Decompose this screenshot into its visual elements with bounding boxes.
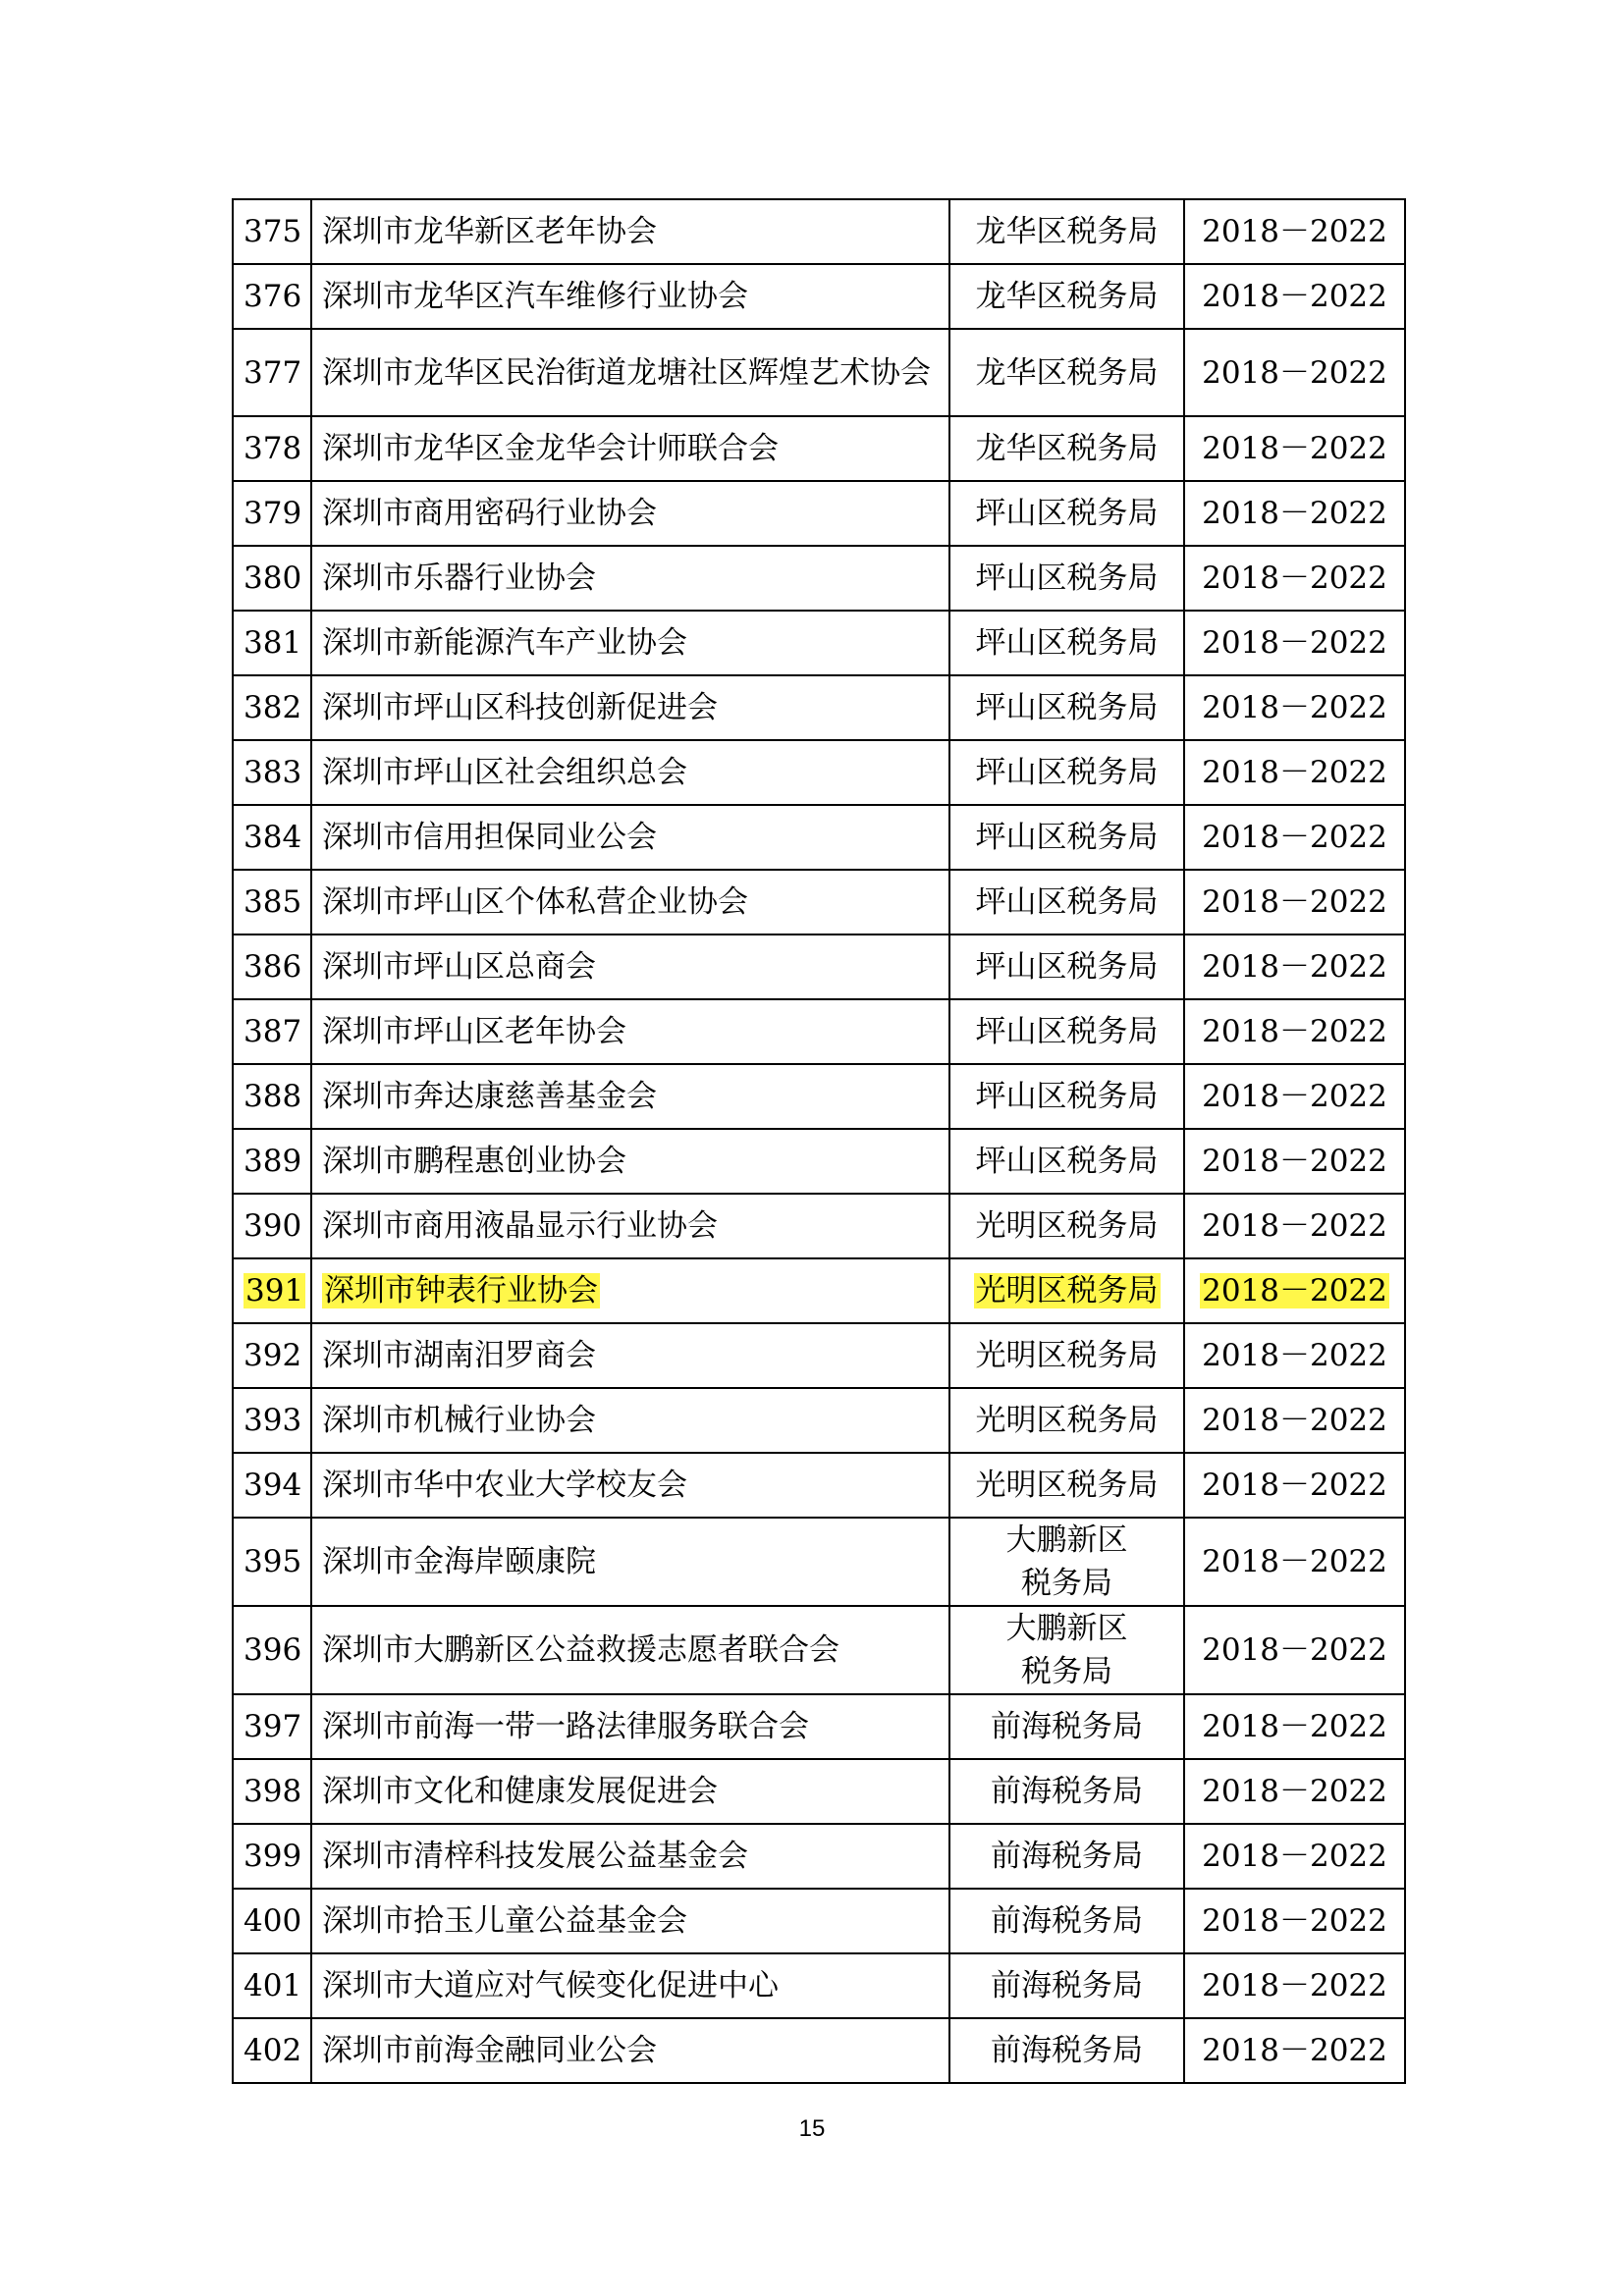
tax-authority: 龙华区税务局 [949, 416, 1184, 481]
tax-authority: 龙华区税务局 [949, 199, 1184, 264]
highlight-mark: 光明区税务局 [975, 1273, 1159, 1308]
tax-authority: 坪山区税务局 [949, 805, 1184, 870]
tax-authority-line-2: 税务局 [1021, 1654, 1112, 1689]
organization-name: 深圳市信用担保同业公会 [311, 805, 949, 870]
organization-name: 深圳市奔达康慈善基金会 [311, 1064, 949, 1129]
period: 2018－2022 [1184, 199, 1405, 264]
table-row [233, 329, 1405, 416]
tax-authority: 坪山区税务局 [949, 1129, 1184, 1194]
tax-authority: 坪山区税务局 [949, 1064, 1184, 1129]
table-row [233, 1953, 1405, 2018]
organization-name: 深圳市清梓科技发展公益基金会 [311, 1824, 949, 1889]
page-number: 15 [798, 2115, 826, 2142]
period: 2018－2022 [1184, 1194, 1405, 1258]
period: 2018－2022 [1184, 999, 1405, 1064]
organization-name: 深圳市拾玉儿童公益基金会 [311, 1889, 949, 1953]
period: 2018－2022 [1184, 264, 1405, 329]
table-row [233, 675, 1405, 740]
organization-name: 深圳市大鹏新区公益救援志愿者联合会 [311, 1606, 949, 1694]
period: 2018－2022 [1184, 1453, 1405, 1518]
table-row [233, 1518, 1405, 1606]
tax-authority: 前海税务局 [949, 1824, 1184, 1889]
organization-name: 深圳市湖南汨罗商会 [311, 1323, 949, 1388]
period: 2018－2022 [1184, 1824, 1405, 1889]
table-row [233, 805, 1405, 870]
row-number: 383 [233, 740, 311, 805]
organization-name: 深圳市大道应对气候变化促进中心 [311, 1953, 949, 2018]
row-number: 378 [233, 416, 311, 481]
row-number: 377 [233, 329, 311, 416]
table-row [233, 416, 1405, 481]
row-number: 384 [233, 805, 311, 870]
tax-authority: 光明区税务局 [949, 1194, 1184, 1258]
tax-authority: 前海税务局 [949, 1694, 1184, 1759]
period: 2018－2022 [1184, 1129, 1405, 1194]
tax-authority: 坪山区税务局 [949, 481, 1184, 546]
organization-name: 深圳市前海一带一路法律服务联合会 [311, 1694, 949, 1759]
tax-authority: 坪山区税务局 [949, 675, 1184, 740]
row-number: 379 [233, 481, 311, 546]
period: 2018－2022 [1184, 1323, 1405, 1388]
period: 2018－2022 [1184, 805, 1405, 870]
period: 2018－2022 [1184, 1606, 1405, 1694]
table-row [233, 546, 1405, 611]
period: 2018－2022 [1184, 2018, 1405, 2083]
row-number: 382 [233, 675, 311, 740]
tax-authority: 光明区税务局 [949, 1453, 1184, 1518]
row-number: 395 [233, 1518, 311, 1606]
table-row [233, 1323, 1405, 1388]
table-row [233, 870, 1405, 934]
period: 2018－2022 [1184, 1064, 1405, 1129]
table-row [233, 1606, 1405, 1694]
table-row [233, 1889, 1405, 1953]
tax-authority: 光明区税务局 [949, 1388, 1184, 1453]
highlight-mark: 391 [245, 1273, 304, 1308]
row-number: 387 [233, 999, 311, 1064]
highlight-mark: 深圳市钟表行业协会 [324, 1273, 598, 1308]
organization-name: 深圳市鹏程惠创业协会 [311, 1129, 949, 1194]
table-row [233, 999, 1405, 1064]
organization-table [232, 198, 1406, 2084]
row-number: 390 [233, 1194, 311, 1258]
table-row [233, 481, 1405, 546]
tax-authority: 坪山区税务局 [949, 546, 1184, 611]
period: 2018－2022 [1184, 329, 1405, 416]
organization-name: 深圳市坪山区老年协会 [311, 999, 949, 1064]
organization-name: 深圳市机械行业协会 [311, 1388, 949, 1453]
table-row [233, 2018, 1405, 2083]
row-number: 385 [233, 870, 311, 934]
period: 2018－2022 [1184, 481, 1405, 546]
row-number: 381 [233, 611, 311, 675]
row-number: 396 [233, 1606, 311, 1694]
table-row [233, 1759, 1405, 1824]
table-row [233, 1694, 1405, 1759]
tax-authority [949, 1606, 1184, 1694]
row-number: 386 [233, 934, 311, 999]
highlighted-table-row [233, 1258, 1405, 1323]
tax-authority: 坪山区税务局 [949, 740, 1184, 805]
organization-name: 深圳市龙华区民治街道龙塘社区辉煌艺术协会 [311, 329, 949, 416]
organization-name: 深圳市坪山区个体私营企业协会 [311, 870, 949, 934]
tax-authority: 前海税务局 [949, 1889, 1184, 1953]
tax-authority: 前海税务局 [949, 1759, 1184, 1824]
row-number: 398 [233, 1759, 311, 1824]
table-row [233, 1064, 1405, 1129]
period: 2018－2022 [1184, 416, 1405, 481]
row-number: 399 [233, 1824, 311, 1889]
table-row [233, 199, 1405, 264]
row-number: 401 [233, 1953, 311, 2018]
table-row [233, 1194, 1405, 1258]
tax-authority [949, 1258, 1184, 1323]
organization-name: 深圳市新能源汽车产业协会 [311, 611, 949, 675]
tax-authority: 坪山区税务局 [949, 611, 1184, 675]
tax-authority-line-1: 大鹏新区 [1005, 1611, 1128, 1646]
period: 2018－2022 [1184, 1889, 1405, 1953]
period: 2018－2022 [1184, 870, 1405, 934]
tax-authority-line-1: 大鹏新区 [1005, 1522, 1128, 1558]
table-row [233, 1388, 1405, 1453]
tax-authority: 龙华区税务局 [949, 329, 1184, 416]
row-number: 400 [233, 1889, 311, 1953]
period: 2018－2022 [1184, 740, 1405, 805]
tax-authority [949, 1518, 1184, 1606]
period: 2018－2022 [1184, 1388, 1405, 1453]
period: 2018－2022 [1184, 546, 1405, 611]
organization-name: 深圳市文化和健康发展促进会 [311, 1759, 949, 1824]
tax-authority: 坪山区税务局 [949, 934, 1184, 999]
organization-name: 深圳市前海金融同业公会 [311, 2018, 949, 2083]
row-number [233, 1258, 311, 1323]
organization-name: 深圳市华中农业大学校友会 [311, 1453, 949, 1518]
tax-authority: 光明区税务局 [949, 1323, 1184, 1388]
organization-name: 深圳市商用液晶显示行业协会 [311, 1194, 949, 1258]
organization-name: 深圳市龙华区金龙华会计师联合会 [311, 416, 949, 481]
organization-name: 深圳市乐器行业协会 [311, 546, 949, 611]
organization-name: 深圳市坪山区总商会 [311, 934, 949, 999]
organization-name: 深圳市龙华区汽车维修行业协会 [311, 264, 949, 329]
period: 2018－2022 [1184, 1518, 1405, 1606]
row-number: 397 [233, 1694, 311, 1759]
row-number: 392 [233, 1323, 311, 1388]
period: 2018－2022 [1184, 675, 1405, 740]
table-row [233, 1453, 1405, 1518]
table-row [233, 934, 1405, 999]
period: 2018－2022 [1184, 611, 1405, 675]
tax-authority: 坪山区税务局 [949, 999, 1184, 1064]
row-number: 402 [233, 2018, 311, 2083]
row-number: 389 [233, 1129, 311, 1194]
tax-authority: 前海税务局 [949, 1953, 1184, 2018]
organization-name: 深圳市坪山区社会组织总会 [311, 740, 949, 805]
highlight-mark: 2018－2022 [1202, 1273, 1387, 1308]
tax-authority: 前海税务局 [949, 2018, 1184, 2083]
row-number: 393 [233, 1388, 311, 1453]
table-row [233, 264, 1405, 329]
period: 2018－2022 [1184, 934, 1405, 999]
row-number: 388 [233, 1064, 311, 1129]
organization-name: 深圳市龙华新区老年协会 [311, 199, 949, 264]
period: 2018－2022 [1184, 1953, 1405, 2018]
organization-name [311, 1258, 949, 1323]
row-number: 380 [233, 546, 311, 611]
row-number: 376 [233, 264, 311, 329]
tax-authority-line-2: 税务局 [1021, 1566, 1112, 1601]
period: 2018－2022 [1184, 1694, 1405, 1759]
organization-name: 深圳市金海岸颐康院 [311, 1518, 949, 1606]
table-row [233, 611, 1405, 675]
row-number: 375 [233, 199, 311, 264]
table-row [233, 1824, 1405, 1889]
organization-name: 深圳市商用密码行业协会 [311, 481, 949, 546]
tax-authority: 坪山区税务局 [949, 870, 1184, 934]
table-row [233, 1129, 1405, 1194]
organization-name: 深圳市坪山区科技创新促进会 [311, 675, 949, 740]
table-row [233, 740, 1405, 805]
period [1184, 1258, 1405, 1323]
tax-authority: 龙华区税务局 [949, 264, 1184, 329]
row-number: 394 [233, 1453, 311, 1518]
period: 2018－2022 [1184, 1759, 1405, 1824]
